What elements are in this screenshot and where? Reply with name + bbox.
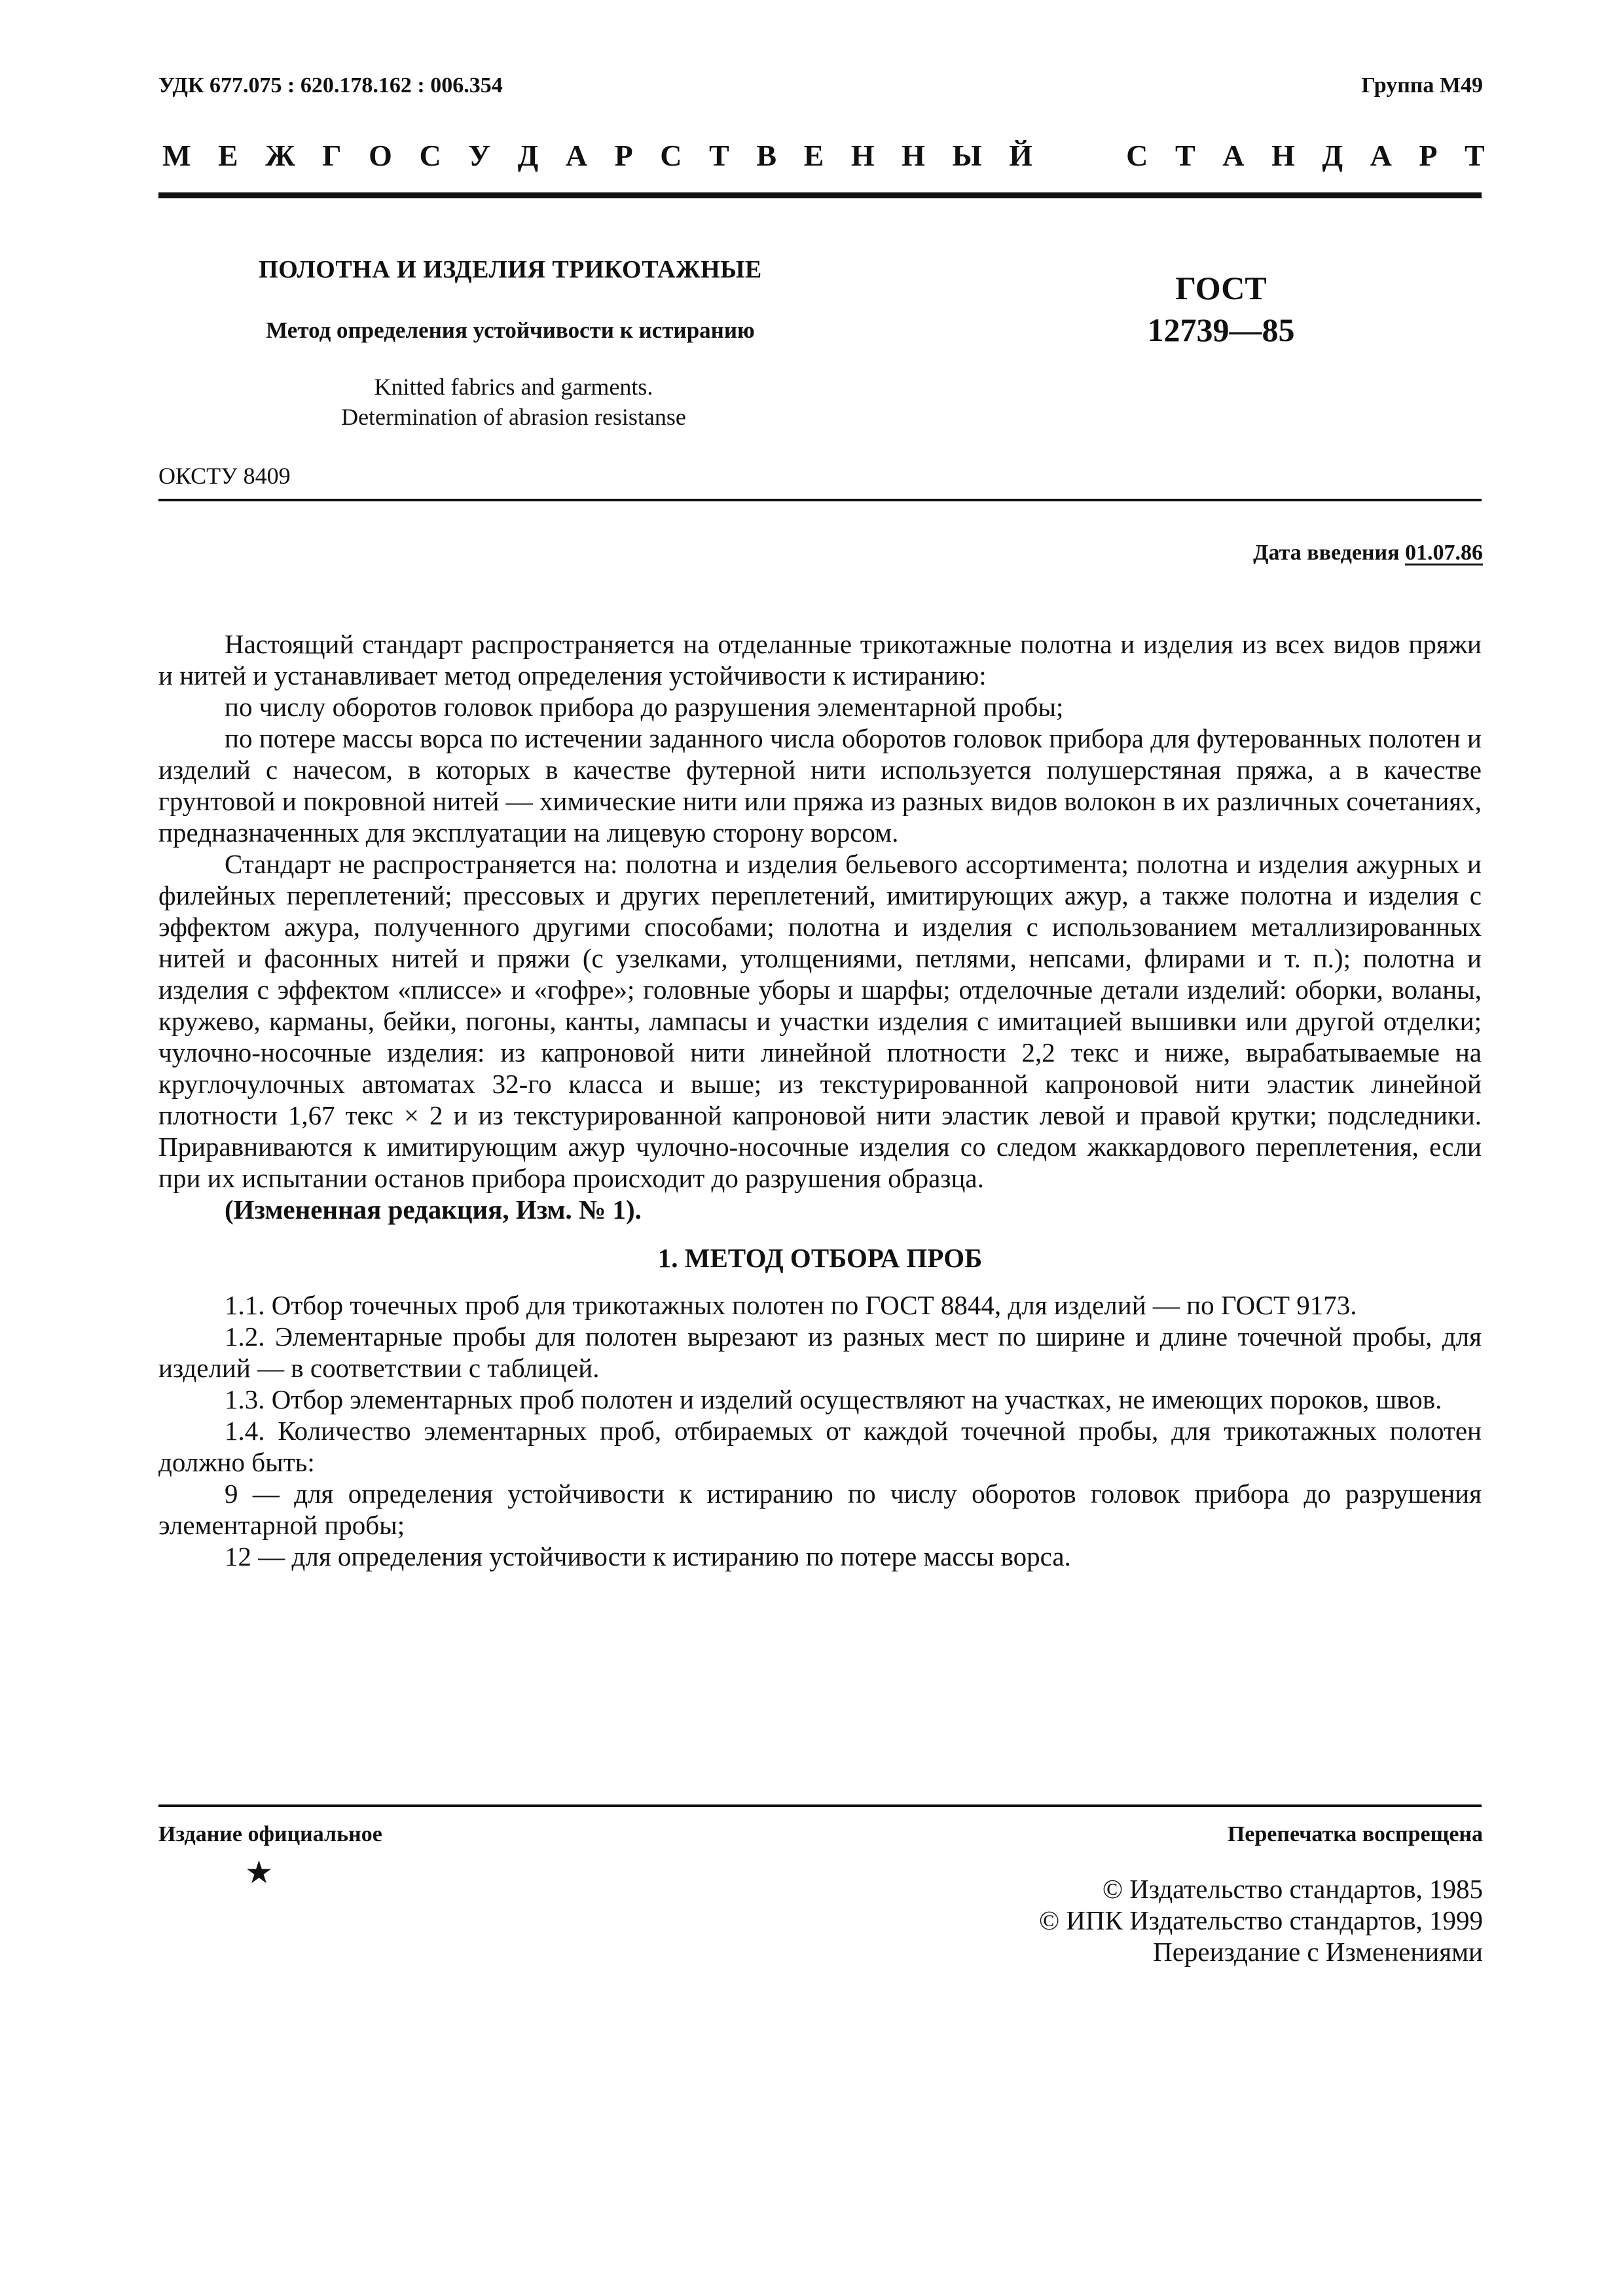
- interstate-letter: Т: [1465, 139, 1485, 172]
- footer-rule: [158, 1804, 1482, 1807]
- standard-title: ПОЛОТНА И ИЗДЕЛИЯ ТРИКОТАЖНЫЕ: [259, 256, 762, 283]
- amendment-note: (Измененная редакция, Изм. № 1).: [225, 1194, 642, 1225]
- interstate-letter: М: [162, 139, 191, 172]
- interstate-letter: Р: [614, 139, 633, 172]
- interstate-letter: Д: [1322, 139, 1343, 172]
- udk-code: УДК 677.075 : 620.178.162 : 006.354: [158, 73, 503, 98]
- clause-1-4: 1.4. Количество элементарных проб, отбираемых от каждой точечной пробы, для трикотажных полотен должно быть:: [158, 1416, 1482, 1477]
- gost-designation: [1113, 267, 1329, 351]
- section-heading: 1. МЕТОД ОТБОРА ПРОБ: [657, 1243, 983, 1273]
- interstate-letter: Д: [517, 139, 539, 172]
- paragraph-exclusions: Стандарт не распространяется на: полотна и изделия бельевого ассортимента; полотна и изделия ажурных и филейных переплетений; прессовых и других переплетений, имитирующих ажур, а также полотна и изделия с эффектом ажура, полученного другими способами; полотна и изделия с использованием металлизированных нитей и фасонных нитей и пряжи (с узелками, утолщениями, петлями, непсами, флирами и т. п.); полотна и изделия с эффектом «плиссе» и «гофре»; головные уборы и шарфы; отделочные детали изделий: оборки, воланы, кружево, карманы, бейки, погоны, канты, лампасы и участки изделия с имитацией вышивки или другой отделки; чулочно-носочные изделия: из капроновой нити линейной плотности 2,2 текс и ниже, вырабатываемые на круглочулочных автоматах 32-го класса и выше; из текстурированной капроновой нити эластик линейной плотности 1,67 текс × 2 и из текстурированной капроновой нити эластик левой и правой крутки; подследники. Приравниваются к имитирующим ажур чулочно-носочные изделия со следом жаккардового переплетения, если при их испытании останов прибора происходит до разрушения образца.: [158, 849, 1482, 1193]
- gost-label: ГОСТ: [1175, 270, 1267, 306]
- interstate-letter: Н: [1271, 139, 1295, 172]
- interstate-letter: Т: [709, 139, 729, 172]
- interstate-letter: О: [369, 139, 392, 172]
- reprint-prohibited-label: Перепечатка воспрещена: [1227, 1822, 1483, 1846]
- copyright-block: [1039, 1873, 1483, 1967]
- document-body: [158, 628, 1482, 1572]
- interstate-letter: Г: [322, 139, 342, 172]
- standard-method: Метод определения устойчивости к истиранию: [266, 317, 755, 343]
- english-title-line-1: Knitted fabrics and garments.: [374, 374, 653, 400]
- gost-number: 12739—85: [1147, 312, 1295, 348]
- interstate-letter: Й: [1009, 139, 1033, 172]
- english-title-line-2: Determination of abrasion resistanse: [341, 404, 686, 430]
- english-title: [158, 372, 869, 432]
- interstate-letter: Ы: [952, 139, 982, 172]
- word-gap: [1060, 136, 1099, 175]
- interstate-letter: Е: [217, 139, 238, 172]
- group-code: Группа М49: [1361, 73, 1483, 98]
- interstate-letter: С: [1126, 139, 1148, 172]
- interstate-letter: Т: [1175, 139, 1195, 172]
- interstate-letter: У: [468, 139, 491, 172]
- interstate-letter: С: [660, 139, 682, 172]
- interstate-letter: Н: [850, 139, 875, 172]
- interstate-letter: Е: [803, 139, 824, 172]
- clause-1-1: 1.1. Отбор точечных проб для трикотажных полотен по ГОСТ 8844, для изделий — по ГОСТ 9173.: [225, 1290, 1357, 1320]
- interstate-letter: А: [1370, 139, 1392, 172]
- interstate-letter: С: [419, 139, 441, 172]
- clause-1-3: 1.3. Отбор элементарных проб полотен и изделий осуществляют на участках, не имеющих пороков, швов.: [225, 1384, 1442, 1414]
- official-edition-label: Издание официальное: [158, 1822, 382, 1846]
- paragraph-scope: Настоящий стандарт распространяется на отделанные трикотажные полотна и изделия из всех видов пряжи и нитей и устанавливает метод определения устойчивости к истиранию:: [158, 629, 1482, 691]
- interstate-letter: В: [756, 139, 777, 172]
- reissue-note: Переиздание с Изменениями: [1153, 1937, 1483, 1967]
- interstate-standard-banner: [162, 136, 1485, 175]
- copyright-line-2: © ИПК Издательство стандартов, 1999: [1038, 1905, 1483, 1935]
- interstate-letter: А: [565, 139, 588, 172]
- interstate-letter: Н: [902, 139, 925, 172]
- copyright-line-1: © Издательство стандартов, 1985: [1102, 1874, 1483, 1904]
- oksty-code: ОКСТУ 8409: [158, 463, 291, 489]
- paragraph-method-pile-loss: по потере массы ворса по истечении заданного числа оборотов головок прибора для футерованных полотен и изделий с начесом, в которых в качестве футерной нити используется полушерстяная пряжа, а в качестве грунтовой и покровной нитей — химические нити или пряжа из разных видов волокон в их различных сочетаниях, предназначенных для эксплуатации на лицевую сторону ворсом.: [158, 723, 1482, 848]
- paragraph-method-revolutions: по числу оборотов головок прибора до разрушения элементарной пробы;: [225, 692, 1064, 722]
- star-icon: ★: [245, 1856, 274, 1890]
- header-rule: [158, 192, 1482, 198]
- clause-1-4-item-9: 9 — для определения устойчивости к истиранию по числу оборотов головок прибора до разрушения элементарной пробы;: [158, 1479, 1482, 1540]
- clause-1-2: 1.2. Элементарные пробы для полотен вырезают из разных мест по ширине и длине точечной пробы, для изделий — в соответствии с таблицей.: [158, 1321, 1482, 1383]
- intro-date: [1253, 541, 1483, 565]
- clause-1-4-item-12: 12 — для определения устойчивости к истиранию по потере массы ворса.: [225, 1541, 1071, 1571]
- interstate-letter: Р: [1419, 139, 1438, 172]
- intro-date-value: 01.07.86: [1405, 541, 1483, 565]
- interstate-letter: Ж: [265, 139, 295, 172]
- title-rule: [158, 499, 1482, 501]
- intro-date-label: Дата введения: [1253, 541, 1400, 565]
- interstate-letter: А: [1222, 139, 1245, 172]
